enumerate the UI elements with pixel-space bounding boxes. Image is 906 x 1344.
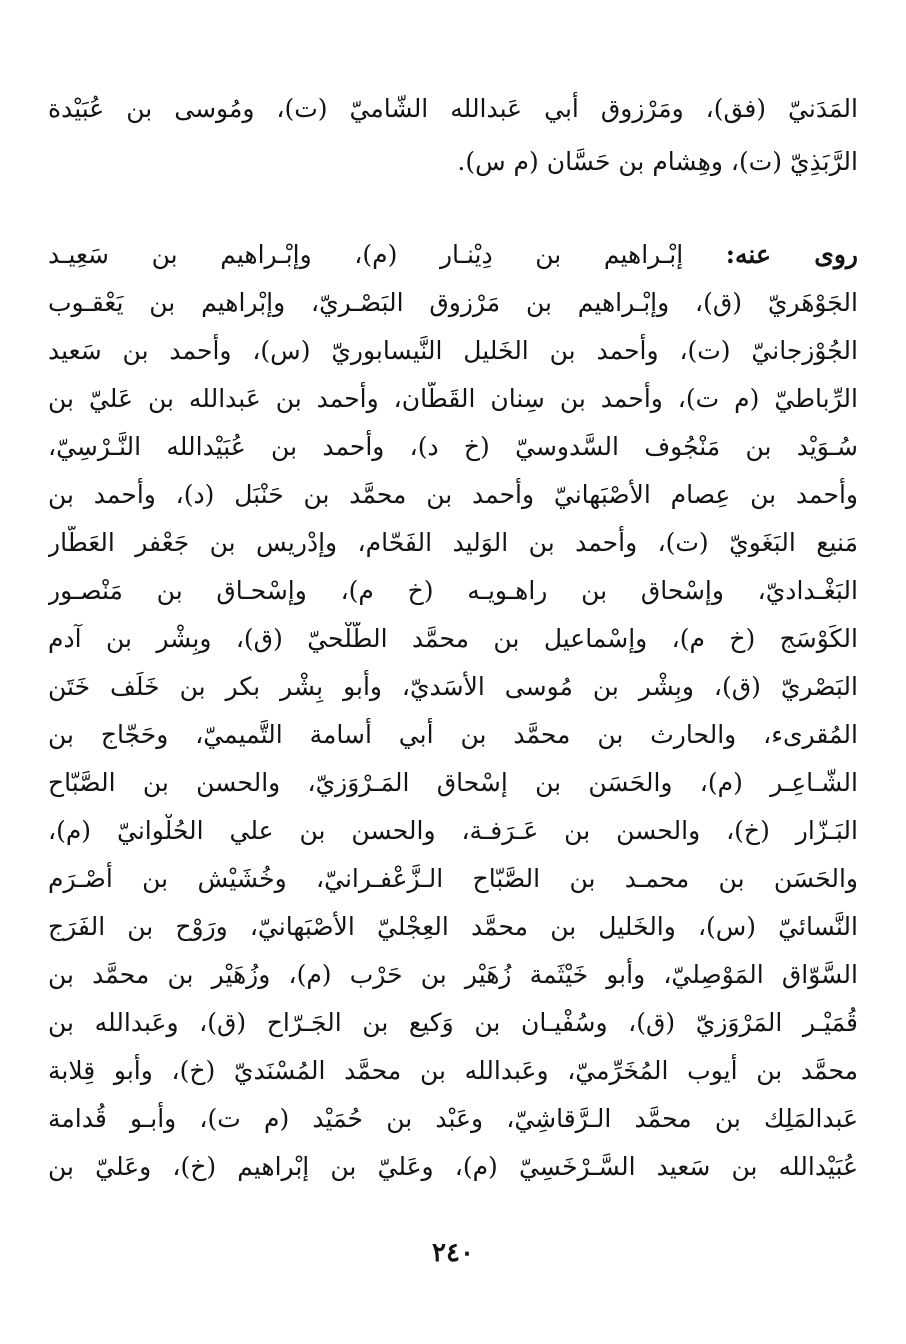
text-line: الرَّبَذِيّ (ت)، وهِشام بن حَسَّان (م س). [457, 147, 858, 176]
text-line: الشّـاعِـر (م)، والحَسَن بن إسْحاق المَـرْوَزيّ، والحسن بن الصَّبّاح [48, 768, 858, 797]
text-line: والحَسَن بن محمـد بن الصَّبّاح الـزَّعْفـرانيّ، وخُشَيْش بن أَصْـرَم [48, 864, 858, 893]
text-line: البَغْـداديّ، وإسْحاق بن راهـويـه (خ م)، وإسْحـاق بن مَنْصـور [48, 576, 858, 605]
text-line: مَنيع البَغَويّ (ت)، وأحمد بن الوَليد الفَحّام، وإدْريس بن جَعْفر العَطّار [48, 528, 858, 557]
text-line: المَدَنيّ (فق)، ومَرْزوق أبي عَبدالله الشّاميّ (ت)، ومُوسى بن عُبَيْدة [48, 94, 858, 123]
text-line: الكَوْسَج (خ م)، وإسْماعيل بن محمَّد الطَّلْحيّ (ق)، وبِشْر بن آدم [48, 624, 858, 653]
text-line: السَّوّاق المَوْصِليّ، وأبو خَيْثَمة زُهَيْر بن حَرْب (م)، وزُهَيْر بن محمَّد بن [48, 960, 858, 989]
text-line: محمَّد بن أيوب المُخَرِّميّ، وعَبدالله بن محمَّد المُسْنَديّ (خ)، وأبو قِلابة [48, 1056, 858, 1085]
text-line: البَـزّار (خ)، والحسن بن عَـرَفـة، والحسن بن علي الحُلْوانيّ (م)، [48, 816, 858, 845]
text-line: الرِّباطيّ (م ت)، وأحمد بن سِنان القَطّان، وأحمد بن عَبدالله بن عَليّ بن [48, 384, 858, 413]
text-line: سُـوَيْد بن مَنْجُوف السَّدوسيّ (خ د)، وأحمد بن عُبَيْدالله النَّـرْسِيّ، [48, 432, 858, 461]
text-line: عَبدالمَلِك بن محمَّد الـرَّقاشِيّ، وعَبْد بن حُمَيْد (م ت)، وأبـو قُدامة [48, 1104, 858, 1133]
text-line: الجُوْزجانيّ (ت)، وأحمد بن الخَليل النَّيسابوريّ (س)، وأحمد بن سَعيد [48, 336, 858, 365]
text-line: المُقرىء، والحارث بن محمَّد بن أبي أُسامة التَّميميّ، وحَجّاج بن [48, 720, 858, 749]
paragraph-lead-label: روى عنه: [725, 240, 858, 269]
text-line: الجَوْهَريّ (ق)، وإبْـراهيم بن مَرْزوق البَصْـريّ، وإبْراهيم بن يَعْقـوب [48, 288, 858, 317]
text-line: عُبَيْدالله بن سَعيد السَّـرْخَسِيّ (م)، وعَليّ بن إبْراهيم (خ)، وعَليّ بن [48, 1152, 858, 1181]
text-line: قُمَيْـر المَرْوَزيّ (ق)، وسُفْيـان بن وَكيع بن الجَـرّاح (ق)، وعَبدالله بن [48, 1008, 858, 1037]
paragraph-first-line [48, 238, 858, 278]
text-line: النَّسائيّ (س)، والخَليل بن محمَّد العِجْليّ الأَصْبَهانيّ، ورَوْح بن الفَرَج [48, 912, 858, 941]
paragraph-first-line-text: إبْـراهيم بن دِيْنـار (م)، وإبْـراهيم بن سَعِيـد [48, 240, 684, 269]
text-line: وأحمد بن عِصام الأَصْبَهانيّ وأحمد بن محمَّد بن حَنْبَل (د)، وأحمد بن [48, 480, 858, 509]
text-line: البَصْريّ (ق)، وبِشْر بن مُوسى الأَسَديّ، وأبو بِشْر بكر بن خَلَف خَتَن [48, 672, 858, 701]
page-number: ٢٤٠ [432, 1238, 474, 1268]
